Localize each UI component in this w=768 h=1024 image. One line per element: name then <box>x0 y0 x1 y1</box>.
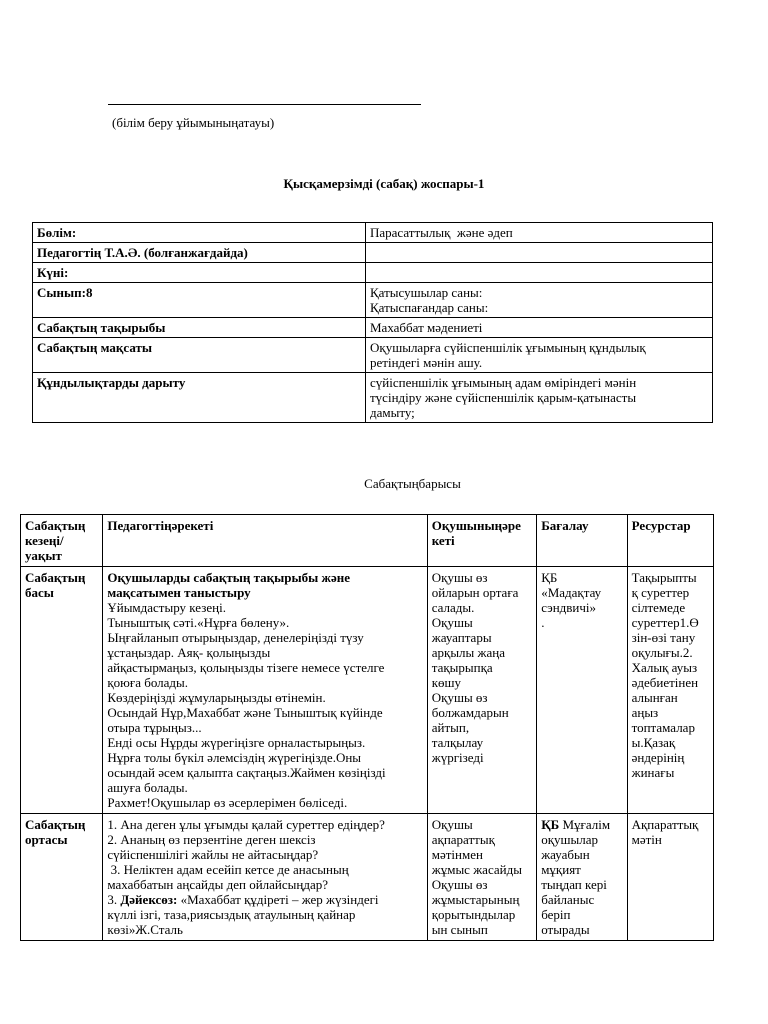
text-line: 2. Ананың өз перзентіне деген шексіз <box>107 832 316 847</box>
lesson-flow-table <box>20 514 714 941</box>
text-line: байланыс <box>541 892 595 907</box>
text-line: сілтемеде <box>631 600 686 615</box>
text-line: айқастырмаңыз, қолыңызды тізеге немесе үстелге <box>107 660 385 675</box>
text-line: ын сынып <box>431 922 488 937</box>
text-line: жинағы <box>631 765 675 780</box>
text-line: кеті <box>431 533 455 548</box>
org-name-underline <box>108 104 421 105</box>
text-line: отырады <box>541 922 590 937</box>
quote-block: 3. Дәйексөз: «Махаббат құдіреті – жер жүзіндегі күллі ізгі, таза,риясыздық атаулының қайнар көзі»Ж.Сталь <box>107 892 379 937</box>
text-line: тыңдап кері <box>541 877 607 892</box>
text-line: қоюға болады. <box>107 675 189 690</box>
info-label: Сабақтың мақсаты <box>33 338 366 373</box>
stage-cell <box>21 567 103 814</box>
text-line: дамыту; <box>370 405 415 420</box>
text-line: жұмыс жасайды <box>431 862 522 877</box>
text-line: салады. <box>431 600 475 615</box>
text-line: жүргізеді <box>431 750 484 765</box>
resources-cell <box>627 567 713 814</box>
text-line <box>370 245 708 260</box>
info-value <box>366 283 713 318</box>
flow-header-row <box>21 515 714 567</box>
text-line: Енді осы Нұрды жүрегіңізге орналастырыңыз. <box>107 735 366 750</box>
text-line: Сабақтың <box>25 570 86 585</box>
org-name-caption: (білім беру ұйымыныңатауы) <box>112 115 275 130</box>
text-line: ойларын ортаға <box>431 585 519 600</box>
info-row <box>33 318 713 338</box>
text-line: 1. Ана деген ұлы ұғымды қалай суреттер едіңдер? <box>107 817 385 832</box>
text-line: Оқушыларға сүйіспеншілік ұғымының құндылық <box>370 340 646 355</box>
text-line: беріп <box>541 907 571 922</box>
header-resources: Ресурстар <box>627 515 713 567</box>
text-line: Оқушыларды сабақтың тақырыбы және <box>107 570 351 585</box>
text-line: Оқушы өз <box>431 690 488 705</box>
info-label: Күні: <box>33 263 366 283</box>
text-line: басы <box>25 585 54 600</box>
info-label: Педагогтің Т.А.Ә. (болғанжағдайда) <box>33 243 366 263</box>
text-line: ашуға болады. <box>107 780 188 795</box>
text-line <box>370 265 708 280</box>
text-line: Тыныштық сәті.«Нұрға бөлену». <box>107 615 290 630</box>
text-line: қорытындылар <box>431 907 516 922</box>
text-line: Ыңғайланып отырыңыздар, денелеріңізді түзу <box>107 630 364 645</box>
text-line: ұстаңыздар. Аяқ- қолыңызды <box>107 645 271 660</box>
teacher-questions <box>107 817 422 892</box>
text-line: «Махаббат құдіреті – жер жүзіндегі <box>177 892 379 907</box>
stage-cell <box>21 814 103 941</box>
info-value <box>366 223 713 243</box>
assessment-cell <box>537 814 627 941</box>
text-line: алынған <box>631 690 678 705</box>
text-line: аңыз <box>631 705 659 720</box>
text-line: оқушылар <box>541 832 599 847</box>
text-line: Осындай Нұр,Махаббат және Тыныштық күйінде <box>107 705 383 720</box>
info-value <box>366 338 713 373</box>
text-line: ортасы <box>25 832 68 847</box>
info-row <box>33 263 713 283</box>
header-assessment: Бағалау <box>537 515 627 567</box>
text-line: Махаббат мәдениеті <box>370 320 483 335</box>
info-value <box>366 263 713 283</box>
text-line: Оқушы <box>431 817 473 832</box>
text-line: Парасаттылық және әдеп <box>370 225 513 240</box>
student-activity-cell <box>427 814 536 941</box>
info-row <box>33 223 713 243</box>
text-line: айтып, <box>431 720 470 735</box>
text-line: ҚБ <box>541 570 558 585</box>
quote-label: Дәйексөз: <box>120 892 178 907</box>
info-label: Сабақтың тақырыбы <box>33 318 366 338</box>
text-line: ақпараттық <box>431 832 495 847</box>
text-line: Нұрға толы бүкіл әлемсіздің жүрегіңізде.Оны <box>107 750 362 765</box>
text-line: Көздеріңізді жұмуларыңызды өтінемін. <box>107 690 326 705</box>
text-line: сэндвичі» <box>541 600 597 615</box>
text-line: мақсатымен таныстыру <box>107 585 251 600</box>
text-line: . <box>541 615 545 630</box>
text-line: оқулығы.2. <box>631 645 693 660</box>
info-value <box>366 243 713 263</box>
text-line: болжамдарын <box>431 705 509 720</box>
assessment-text <box>541 817 610 937</box>
info-label: Құндылықтарды дарыту <box>33 373 366 423</box>
student-activity-cell <box>427 567 536 814</box>
text-line: мәтін <box>631 832 662 847</box>
text-line: қ суреттер <box>631 585 690 600</box>
text-line: уақыт <box>25 548 62 563</box>
document-title: Қысқамерзімді (сабақ) жоспары-1 <box>283 176 485 191</box>
text-line: Мұғалім <box>559 817 611 832</box>
header-student <box>427 515 536 567</box>
text-line: мұқият <box>541 862 581 877</box>
resources-cell <box>627 814 713 941</box>
text-line: Ұйымдастыру кезеңі. <box>107 600 226 615</box>
info-row <box>33 338 713 373</box>
text-line: кезеңі/ <box>25 533 64 548</box>
text-line: түсіндіру және сүйіспеншілік қарым-қатынасты <box>370 390 637 405</box>
teacher-activity-heading <box>107 570 422 600</box>
teacher-activity-cell <box>103 567 427 814</box>
text-line: Рахмет!Оқушылар өз әсерлерімен бөліседі. <box>107 795 348 810</box>
flow-row-beginning <box>21 567 714 814</box>
teacher-activity-cell <box>103 814 427 941</box>
text-line: әдебиетінен <box>631 675 699 690</box>
text-line: көзі»Ж.Сталь <box>107 922 183 937</box>
info-label: Бөлім: <box>33 223 366 243</box>
info-row <box>33 283 713 318</box>
text-line: сүйіспеншілігі жайлы не айтасыңдар? <box>107 847 319 862</box>
text-line: Қатыспағандар саны: <box>370 300 489 315</box>
text-line: әндерінің <box>631 750 685 765</box>
flow-row-middle <box>21 814 714 941</box>
info-value <box>366 318 713 338</box>
text-line: зін-өзі тану <box>631 630 696 645</box>
lesson-info-table <box>32 222 713 423</box>
info-value <box>366 373 713 423</box>
header-teacher: Педагогтіңәрекеті <box>103 515 427 567</box>
text-line: жұмыстарының <box>431 892 520 907</box>
text-line: талқылау <box>431 735 484 750</box>
assessment-cell <box>537 567 627 814</box>
text-line: Тақырыпты <box>631 570 697 585</box>
info-label: Сынып:8 <box>33 283 366 318</box>
text-line: Оқушы өз <box>431 877 488 892</box>
text-line: жауаптары <box>431 630 492 645</box>
text-line: суреттер1.Ө <box>631 615 699 630</box>
text-line: ретіндегі мәнін ашу. <box>370 355 483 370</box>
text-line: Сабақтың <box>25 518 86 533</box>
assessment-label: ҚБ <box>541 817 560 832</box>
info-row <box>33 243 713 263</box>
text-line: осындай әсем қалыпта сақтаңыз.Жаймен көзіңізді <box>107 765 386 780</box>
text-line: көшу <box>431 675 462 690</box>
text-line: махаббатын аңсайды деп ойлайсыңдар? <box>107 877 328 892</box>
text-line: топтамалар <box>631 720 695 735</box>
text-line: арқылы жаңа <box>431 645 506 660</box>
text-line: тақырыпқа <box>431 660 493 675</box>
text-line: күллі ізгі, таза,риясыздық атаулының қайнар <box>107 907 356 922</box>
text-line: мәтінмен <box>431 847 483 862</box>
text-line: отыра тұрыңыз... <box>107 720 202 735</box>
teacher-activity-text <box>107 600 422 810</box>
lesson-flow-title: Сабақтыңбарысы <box>364 476 461 491</box>
header-stage <box>21 515 103 567</box>
text-line: жауабын <box>541 847 590 862</box>
text-line: 3. Неліктен адам есейіп кетсе де анасының <box>107 862 349 877</box>
text-line: Оқушыныңәре <box>431 518 521 533</box>
info-row <box>33 373 713 423</box>
text-line: Оқушы <box>431 615 473 630</box>
text-line: Қатысушылар саны: <box>370 285 483 300</box>
text-line: Ақпараттық <box>631 817 699 832</box>
text-line: Халық ауыз <box>631 660 698 675</box>
text-line: «Мадақтау <box>541 585 602 600</box>
text-line: сүйіспеншілік ұғымының адам өміріндегі мәнін <box>370 375 637 390</box>
text-line: ы.Қазақ <box>631 735 676 750</box>
text-line: Оқушы өз <box>431 570 488 585</box>
text-line: Сабақтың <box>25 817 86 832</box>
